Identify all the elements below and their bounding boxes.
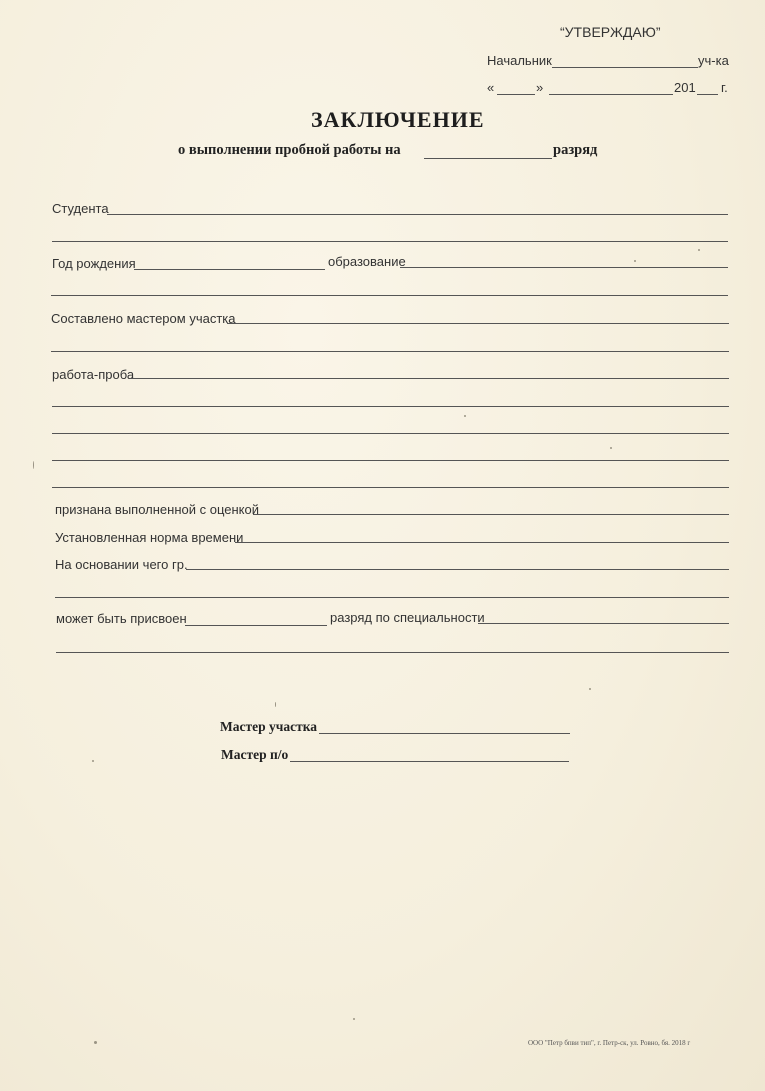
assigned-grade-line[interactable] bbox=[185, 625, 327, 626]
date-year-line[interactable] bbox=[697, 94, 718, 95]
year-prefix: 201 bbox=[674, 80, 696, 95]
birth-year-label: Год рождения bbox=[52, 256, 136, 271]
student-line[interactable] bbox=[107, 214, 728, 215]
education-line-2[interactable] bbox=[51, 295, 728, 296]
training-master-signature-line[interactable] bbox=[290, 761, 569, 762]
education-line[interactable] bbox=[400, 267, 728, 268]
approval-stamp: “УТВЕРЖДАЮ” bbox=[560, 24, 661, 40]
paper-speck bbox=[589, 688, 591, 690]
training-master-label: Мастер п/о bbox=[221, 747, 289, 762]
student-label: Студента bbox=[52, 201, 109, 216]
trial-work-line-4[interactable] bbox=[52, 460, 729, 461]
paper-speck bbox=[698, 249, 700, 251]
date-open-quote: « bbox=[487, 80, 495, 95]
paper-speck bbox=[275, 702, 276, 707]
paper-speck bbox=[92, 760, 94, 762]
time-norm-label: Установленная норма времени bbox=[55, 530, 244, 545]
trial-work-line-2[interactable] bbox=[52, 406, 729, 407]
paper-speck bbox=[94, 1041, 97, 1044]
paper-speck bbox=[353, 1018, 355, 1020]
chief-section-line[interactable] bbox=[552, 67, 698, 68]
education-label: образование bbox=[328, 254, 406, 269]
date-month-line[interactable] bbox=[549, 94, 673, 95]
graded-label: признана выполненной с оценкой bbox=[55, 502, 259, 517]
paper-speck bbox=[33, 461, 34, 469]
year-suffix: г. bbox=[721, 80, 728, 95]
printer-imprint: ООО "Петр бпви тип", г. Петр-ск, ул. Ровно, бя. 2018 г bbox=[528, 1039, 691, 1047]
trial-work-line-5[interactable] bbox=[52, 487, 729, 488]
subtitle-prefix: о выполнении пробной работы на bbox=[178, 142, 401, 158]
birth-year-line[interactable] bbox=[134, 269, 325, 270]
grade-line[interactable] bbox=[424, 158, 552, 159]
date-close-quote: » bbox=[536, 80, 544, 95]
grade-specialty-label: разряд по специальности bbox=[330, 610, 485, 625]
compiled-by-line-2[interactable] bbox=[51, 351, 729, 352]
trial-work-label: работа-проба bbox=[52, 367, 135, 382]
compiled-by-label: Составлено мастером участка bbox=[51, 311, 236, 326]
on-basis-label: На основании чего гр. bbox=[55, 557, 188, 572]
subtitle-suffix: разряд bbox=[553, 142, 598, 158]
specialty-line[interactable] bbox=[478, 623, 729, 624]
time-norm-line[interactable] bbox=[235, 542, 729, 543]
date-day-line[interactable] bbox=[497, 94, 535, 95]
paper-speck bbox=[464, 415, 466, 417]
trial-work-line[interactable] bbox=[130, 378, 729, 379]
section-master-label: Мастер участка bbox=[220, 719, 318, 734]
chief-label: Начальник bbox=[487, 53, 552, 68]
trial-work-line-3[interactable] bbox=[52, 433, 729, 434]
student-line-2[interactable] bbox=[52, 241, 728, 242]
may-be-assigned-label: может быть присвоен bbox=[56, 611, 187, 626]
paper-speck bbox=[610, 447, 612, 449]
section-suffix: уч-ка bbox=[698, 53, 729, 68]
on-basis-line-2[interactable] bbox=[55, 597, 729, 598]
document-title: ЗАКЛЮЧЕНИЕ bbox=[311, 107, 485, 132]
compiled-by-line[interactable] bbox=[227, 323, 729, 324]
graded-line[interactable] bbox=[253, 514, 729, 515]
specialty-line-2[interactable] bbox=[56, 652, 729, 653]
on-basis-line[interactable] bbox=[186, 569, 729, 570]
section-master-signature-line[interactable] bbox=[319, 733, 570, 734]
paper-speck bbox=[634, 260, 636, 262]
